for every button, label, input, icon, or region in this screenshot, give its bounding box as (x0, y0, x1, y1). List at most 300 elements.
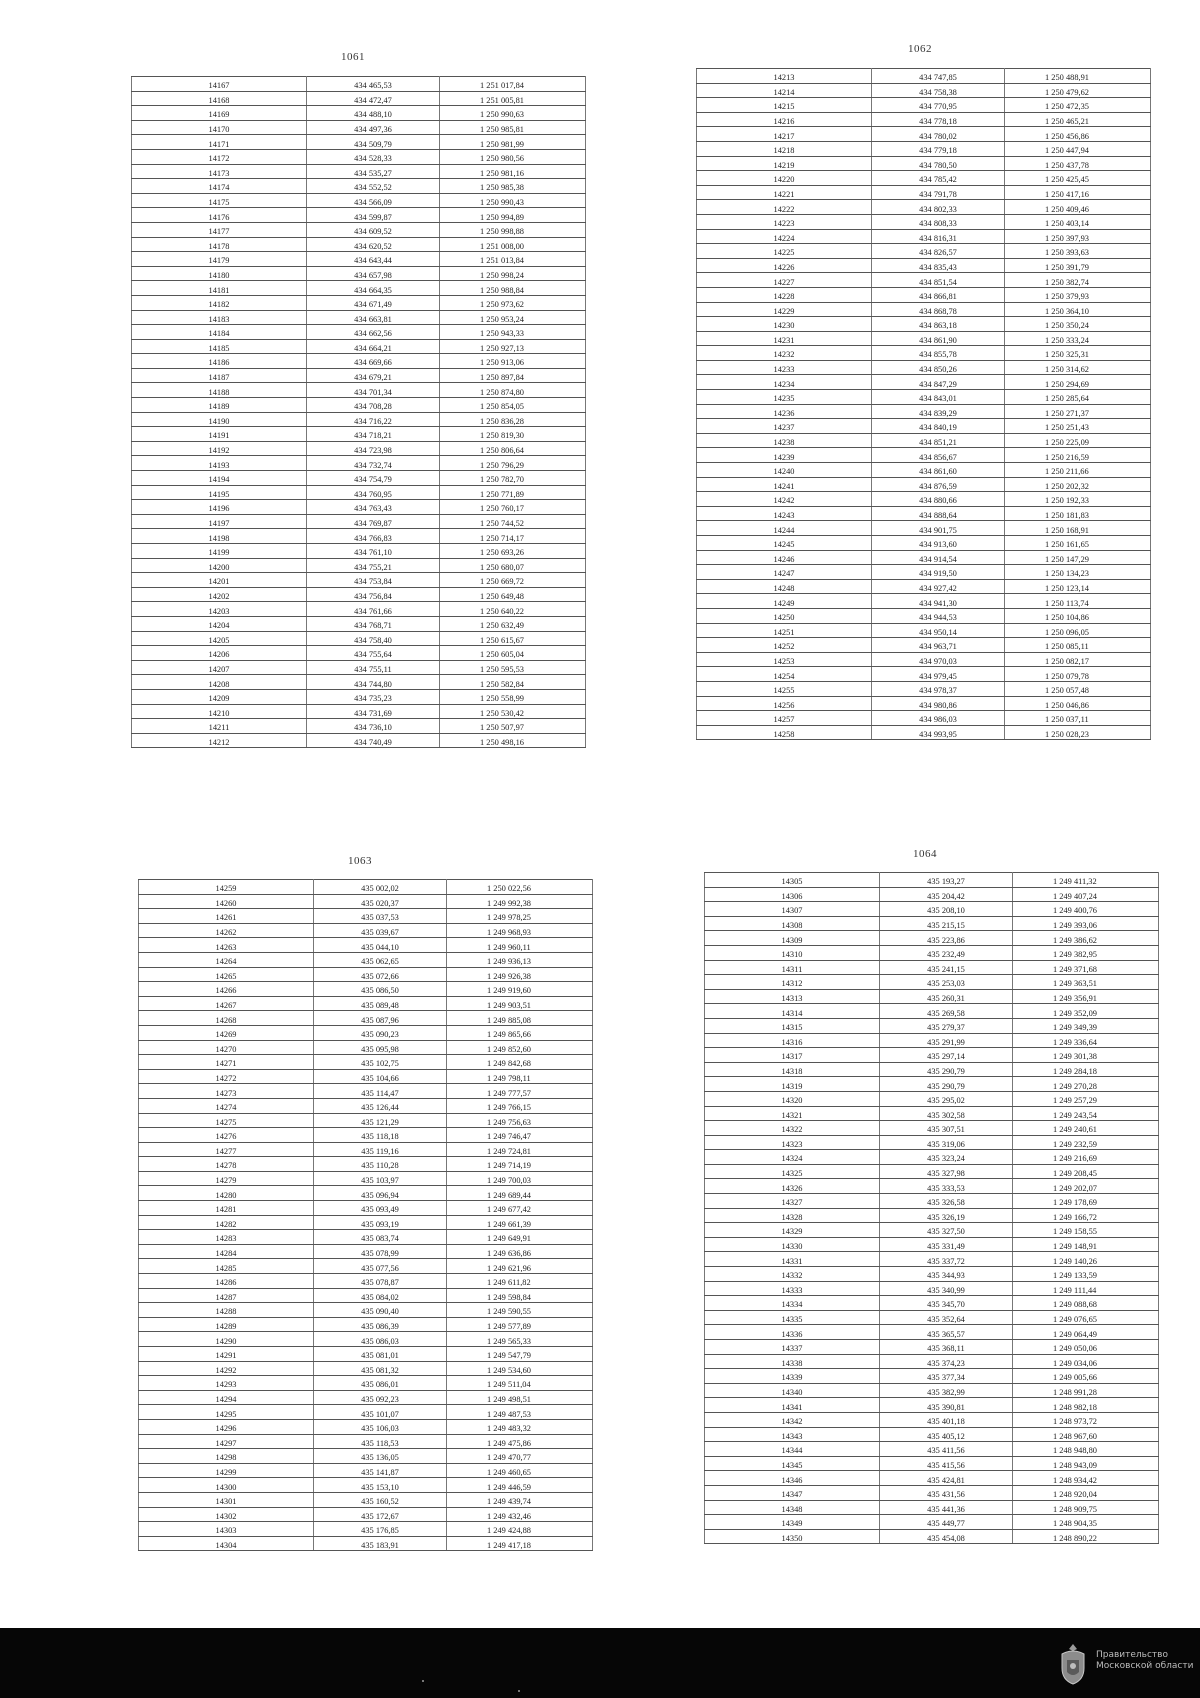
y-coordinate-cell: 1 250 973,62 (440, 295, 586, 310)
point-number-cell: 14283 (139, 1230, 314, 1245)
table-row (139, 1347, 593, 1362)
table-row (132, 660, 586, 675)
point-number-cell: 14282 (139, 1215, 314, 1230)
point-number-cell: 14315 (705, 1018, 880, 1033)
x-coordinate-cell: 434 941,30 (872, 594, 1005, 609)
x-coordinate-cell: 434 609,52 (307, 222, 440, 237)
table-row (139, 1478, 593, 1493)
table-row (705, 1150, 1159, 1165)
point-number-cell: 14348 (705, 1500, 880, 1515)
table-row (697, 521, 1151, 536)
table-row (697, 463, 1151, 478)
x-coordinate-cell: 434 840,19 (872, 419, 1005, 434)
y-coordinate-cell: 1 250 314,62 (1005, 360, 1151, 375)
y-coordinate-cell: 1 250 417,16 (1005, 185, 1151, 200)
y-coordinate-cell: 1 249 598,84 (447, 1288, 593, 1303)
y-coordinate-cell: 1 249 336,64 (1013, 1033, 1159, 1048)
point-number-cell: 14251 (697, 623, 872, 638)
table-row (705, 1033, 1159, 1048)
point-number-cell: 14194 (132, 471, 307, 486)
point-number-cell: 14179 (132, 252, 307, 267)
point-number-cell: 14266 (139, 982, 314, 997)
x-coordinate-cell: 434 472,47 (307, 91, 440, 106)
table-row (132, 398, 586, 413)
y-coordinate-cell: 1 250 123,14 (1005, 579, 1151, 594)
point-number-cell: 14245 (697, 536, 872, 551)
y-coordinate-cell: 1 249 178,69 (1013, 1194, 1159, 1209)
table-row (697, 506, 1151, 521)
table-row (139, 982, 593, 997)
x-coordinate-cell: 435 454,08 (880, 1529, 1013, 1544)
point-number-cell: 14313 (705, 989, 880, 1004)
y-coordinate-cell: 1 249 903,51 (447, 996, 593, 1011)
point-number-cell: 14285 (139, 1259, 314, 1274)
x-coordinate-cell: 435 087,96 (314, 1011, 447, 1026)
coordinates-table (704, 872, 1159, 1544)
point-number-cell: 14270 (139, 1040, 314, 1055)
point-number-cell: 14322 (705, 1121, 880, 1136)
y-coordinate-cell: 1 250 669,72 (440, 573, 586, 588)
table-row (139, 1113, 593, 1128)
point-number-cell: 14271 (139, 1055, 314, 1070)
x-coordinate-cell: 434 770,95 (872, 98, 1005, 113)
x-coordinate-cell: 434 509,79 (307, 135, 440, 150)
point-number-cell: 14327 (705, 1194, 880, 1209)
y-coordinate-cell: 1 250 085,11 (1005, 638, 1151, 653)
point-number-cell: 14218 (697, 141, 872, 156)
table-row (697, 98, 1151, 113)
table-row (139, 1274, 593, 1289)
point-number-cell: 14291 (139, 1347, 314, 1362)
x-coordinate-cell: 435 081,32 (314, 1361, 447, 1376)
y-coordinate-cell: 1 248 982,18 (1013, 1398, 1159, 1413)
point-number-cell: 14253 (697, 652, 872, 667)
y-coordinate-cell: 1 250 079,78 (1005, 667, 1151, 682)
table-row (132, 471, 586, 486)
x-coordinate-cell: 435 119,16 (314, 1142, 447, 1157)
y-coordinate-cell: 1 249 352,09 (1013, 1004, 1159, 1019)
y-coordinate-cell: 1 249 140,26 (1013, 1252, 1159, 1267)
table-row (697, 667, 1151, 682)
y-coordinate-cell: 1 249 661,39 (447, 1215, 593, 1230)
table-row (139, 1536, 593, 1551)
y-coordinate-cell: 1 249 034,06 (1013, 1354, 1159, 1369)
y-coordinate-cell: 1 249 756,63 (447, 1113, 593, 1128)
point-number-cell: 14186 (132, 354, 307, 369)
point-number-cell: 14320 (705, 1091, 880, 1106)
x-coordinate-cell: 435 084,02 (314, 1288, 447, 1303)
point-number-cell: 14170 (132, 120, 307, 135)
x-coordinate-cell: 435 327,98 (880, 1164, 1013, 1179)
point-number-cell: 14269 (139, 1025, 314, 1040)
point-number-cell: 14214 (697, 83, 872, 98)
y-coordinate-cell: 1 250 251,43 (1005, 419, 1151, 434)
point-number-cell: 14238 (697, 433, 872, 448)
point-number-cell: 14252 (697, 638, 872, 653)
y-coordinate-cell: 1 249 936,13 (447, 952, 593, 967)
point-number-cell: 14296 (139, 1419, 314, 1434)
point-number-cell: 14339 (705, 1369, 880, 1384)
x-coordinate-cell: 434 754,79 (307, 471, 440, 486)
table-row (705, 1179, 1159, 1194)
point-number-cell: 14205 (132, 631, 307, 646)
x-coordinate-cell: 434 866,81 (872, 287, 1005, 302)
table-row (705, 902, 1159, 917)
point-number-cell: 14324 (705, 1150, 880, 1165)
y-coordinate-cell: 1 250 582,84 (440, 675, 586, 690)
point-number-cell: 14275 (139, 1113, 314, 1128)
y-coordinate-cell: 1 250 147,29 (1005, 550, 1151, 565)
table-row (139, 1405, 593, 1420)
x-coordinate-cell: 434 843,01 (872, 390, 1005, 405)
y-coordinate-cell: 1 250 771,89 (440, 485, 586, 500)
x-coordinate-cell: 435 290,79 (880, 1062, 1013, 1077)
y-coordinate-cell: 1 249 432,46 (447, 1507, 593, 1522)
x-coordinate-cell: 434 851,21 (872, 433, 1005, 448)
y-coordinate-cell: 1 249 475,86 (447, 1434, 593, 1449)
table-row (139, 1157, 593, 1172)
table-row (705, 1398, 1159, 1413)
point-number-cell: 14337 (705, 1340, 880, 1355)
y-coordinate-cell: 1 250 782,70 (440, 471, 586, 486)
x-coordinate-cell: 434 708,28 (307, 398, 440, 413)
table-row (132, 222, 586, 237)
table-row (139, 1288, 593, 1303)
x-coordinate-cell: 434 552,52 (307, 179, 440, 194)
y-coordinate-cell: 1 250 391,79 (1005, 258, 1151, 273)
point-number-cell: 14169 (132, 106, 307, 121)
table-row (132, 719, 586, 734)
table-row (132, 631, 586, 646)
x-coordinate-cell: 434 963,71 (872, 638, 1005, 653)
point-number-cell: 14300 (139, 1478, 314, 1493)
y-coordinate-cell: 1 250 096,05 (1005, 623, 1151, 638)
point-number-cell: 14224 (697, 229, 872, 244)
page-number: 1062 (908, 43, 932, 55)
y-coordinate-cell: 1 249 960,11 (447, 938, 593, 953)
x-coordinate-cell: 435 090,23 (314, 1025, 447, 1040)
table-row (697, 696, 1151, 711)
y-coordinate-cell: 1 250 333,24 (1005, 331, 1151, 346)
table-row (697, 185, 1151, 200)
y-coordinate-cell: 1 249 798,11 (447, 1069, 593, 1084)
table-row (139, 1025, 593, 1040)
coordinates-table (131, 76, 586, 748)
y-coordinate-cell: 1 249 689,44 (447, 1186, 593, 1201)
x-coordinate-cell: 435 086,03 (314, 1332, 447, 1347)
point-number-cell: 14199 (132, 544, 307, 559)
x-coordinate-cell: 434 768,71 (307, 616, 440, 631)
table-row (132, 135, 586, 150)
point-number-cell: 14198 (132, 529, 307, 544)
table-row (132, 91, 586, 106)
table-row (705, 1106, 1159, 1121)
table-row (139, 1201, 593, 1216)
y-coordinate-cell: 1 250 181,83 (1005, 506, 1151, 521)
y-coordinate-cell: 1 250 350,24 (1005, 317, 1151, 332)
x-coordinate-cell: 435 153,10 (314, 1478, 447, 1493)
point-number-cell: 14346 (705, 1471, 880, 1486)
y-coordinate-cell: 1 250 425,45 (1005, 171, 1151, 186)
x-coordinate-cell: 434 663,81 (307, 310, 440, 325)
point-number-cell: 14212 (132, 733, 307, 748)
point-number-cell: 14220 (697, 171, 872, 186)
point-number-cell: 14246 (697, 550, 872, 565)
page-number: 1063 (348, 855, 372, 867)
y-coordinate-cell: 1 250 615,67 (440, 631, 586, 646)
point-number-cell: 14286 (139, 1274, 314, 1289)
y-coordinate-cell: 1 249 216,69 (1013, 1150, 1159, 1165)
x-coordinate-cell: 434 791,78 (872, 185, 1005, 200)
table-row (697, 171, 1151, 186)
table-row (697, 550, 1151, 565)
footer-caption (1096, 1650, 1193, 1672)
table-row (705, 1471, 1159, 1486)
table-row (697, 579, 1151, 594)
point-number-cell: 14304 (139, 1536, 314, 1551)
table-row (705, 1529, 1159, 1544)
table-row (697, 477, 1151, 492)
table-row (132, 675, 586, 690)
table-row (132, 339, 586, 354)
table-row (697, 652, 1151, 667)
x-coordinate-cell: 435 260,31 (880, 989, 1013, 1004)
table-row (132, 485, 586, 500)
table-row (697, 448, 1151, 463)
y-coordinate-cell: 1 249 746,47 (447, 1128, 593, 1143)
table-row (132, 514, 586, 529)
x-coordinate-cell: 435 327,50 (880, 1223, 1013, 1238)
table-row (705, 1412, 1159, 1427)
y-coordinate-cell: 1 248 948,80 (1013, 1442, 1159, 1457)
x-coordinate-cell: 435 093,19 (314, 1215, 447, 1230)
table-row (132, 573, 586, 588)
x-coordinate-cell: 434 740,49 (307, 733, 440, 748)
point-number-cell: 14243 (697, 506, 872, 521)
y-coordinate-cell: 1 249 842,68 (447, 1055, 593, 1070)
point-number-cell: 14308 (705, 916, 880, 931)
y-coordinate-cell: 1 250 271,37 (1005, 404, 1151, 419)
y-coordinate-cell: 1 249 371,68 (1013, 960, 1159, 975)
x-coordinate-cell: 434 755,21 (307, 558, 440, 573)
point-number-cell: 14187 (132, 368, 307, 383)
table-row (139, 1055, 593, 1070)
y-coordinate-cell: 1 250 082,17 (1005, 652, 1151, 667)
x-coordinate-cell: 434 769,87 (307, 514, 440, 529)
y-coordinate-cell: 1 250 874,80 (440, 383, 586, 398)
point-number-cell: 14167 (132, 77, 307, 92)
point-number-cell: 14217 (697, 127, 872, 142)
table-row (132, 354, 586, 369)
y-coordinate-cell: 1 250 836,28 (440, 412, 586, 427)
table-row (697, 360, 1151, 375)
table-row (705, 1267, 1159, 1282)
x-coordinate-cell: 435 405,12 (880, 1427, 1013, 1442)
y-coordinate-cell: 1 249 636,86 (447, 1244, 593, 1259)
x-coordinate-cell: 434 528,33 (307, 149, 440, 164)
point-number-cell: 14321 (705, 1106, 880, 1121)
y-coordinate-cell: 1 250 037,11 (1005, 711, 1151, 726)
x-coordinate-cell: 434 802,33 (872, 200, 1005, 215)
point-number-cell: 14261 (139, 909, 314, 924)
x-coordinate-cell: 434 497,36 (307, 120, 440, 135)
point-number-cell: 14226 (697, 258, 872, 273)
y-coordinate-cell: 1 249 270,28 (1013, 1077, 1159, 1092)
page-number: 1061 (341, 51, 365, 63)
y-coordinate-cell: 1 249 865,66 (447, 1025, 593, 1040)
y-coordinate-cell: 1 250 447,94 (1005, 141, 1151, 156)
table-row (697, 404, 1151, 419)
y-coordinate-cell: 1 249 148,91 (1013, 1237, 1159, 1252)
x-coordinate-cell: 435 365,57 (880, 1325, 1013, 1340)
table-row (697, 565, 1151, 580)
x-coordinate-cell: 435 160,52 (314, 1492, 447, 1507)
point-number-cell: 14184 (132, 325, 307, 340)
point-number-cell: 14292 (139, 1361, 314, 1376)
table-row (139, 1171, 593, 1186)
x-coordinate-cell: 434 880,66 (872, 492, 1005, 507)
point-number-cell: 14181 (132, 281, 307, 296)
y-coordinate-cell: 1 250 168,91 (1005, 521, 1151, 536)
point-number-cell: 14227 (697, 273, 872, 288)
point-number-cell: 14273 (139, 1084, 314, 1099)
point-number-cell: 14323 (705, 1135, 880, 1150)
x-coordinate-cell: 435 095,98 (314, 1040, 447, 1055)
y-coordinate-cell: 1 250 325,31 (1005, 346, 1151, 361)
x-coordinate-cell: 434 701,34 (307, 383, 440, 398)
point-number-cell: 14250 (697, 608, 872, 623)
y-coordinate-cell: 1 250 943,33 (440, 325, 586, 340)
y-coordinate-cell: 1 249 700,03 (447, 1171, 593, 1186)
table-row (139, 923, 593, 938)
x-coordinate-cell: 434 780,02 (872, 127, 1005, 142)
point-number-cell: 14206 (132, 646, 307, 661)
x-coordinate-cell: 434 855,78 (872, 346, 1005, 361)
point-number-cell: 14287 (139, 1288, 314, 1303)
table-row (132, 295, 586, 310)
y-coordinate-cell: 1 250 507,97 (440, 719, 586, 734)
table-row (132, 281, 586, 296)
table-row (705, 1500, 1159, 1515)
y-coordinate-cell: 1 249 301,38 (1013, 1048, 1159, 1063)
point-number-cell: 14325 (705, 1164, 880, 1179)
table-row (139, 996, 593, 1011)
table-row (139, 1011, 593, 1026)
x-coordinate-cell: 435 382,99 (880, 1383, 1013, 1398)
point-number-cell: 14231 (697, 331, 872, 346)
x-coordinate-cell: 435 077,56 (314, 1259, 447, 1274)
point-number-cell: 14211 (132, 719, 307, 734)
x-coordinate-cell: 434 747,85 (872, 69, 1005, 84)
x-coordinate-cell: 434 861,60 (872, 463, 1005, 478)
y-coordinate-cell: 1 249 511,04 (447, 1376, 593, 1391)
table-row (697, 681, 1151, 696)
point-number-cell: 14173 (132, 164, 307, 179)
table-row (705, 1208, 1159, 1223)
y-coordinate-cell: 1 249 076,65 (1013, 1310, 1159, 1325)
x-coordinate-cell: 435 340,99 (880, 1281, 1013, 1296)
point-number-cell: 14221 (697, 185, 872, 200)
point-number-cell: 14301 (139, 1492, 314, 1507)
y-coordinate-cell: 1 249 243,54 (1013, 1106, 1159, 1121)
y-coordinate-cell: 1 250 456,86 (1005, 127, 1151, 142)
x-coordinate-cell: 434 863,18 (872, 317, 1005, 332)
y-coordinate-cell: 1 249 064,49 (1013, 1325, 1159, 1340)
x-coordinate-cell: 434 756,84 (307, 587, 440, 602)
table-row (139, 1449, 593, 1464)
y-coordinate-cell: 1 249 356,91 (1013, 989, 1159, 1004)
table-row (697, 492, 1151, 507)
point-number-cell: 14331 (705, 1252, 880, 1267)
point-number-cell: 14232 (697, 346, 872, 361)
table-row (705, 1091, 1159, 1106)
y-coordinate-cell: 1 251 013,84 (440, 252, 586, 267)
point-number-cell: 14195 (132, 485, 307, 500)
y-coordinate-cell: 1 250 393,63 (1005, 244, 1151, 259)
point-number-cell: 14230 (697, 317, 872, 332)
table-row (132, 164, 586, 179)
x-coordinate-cell: 435 204,42 (880, 887, 1013, 902)
x-coordinate-cell: 435 241,15 (880, 960, 1013, 975)
point-number-cell: 14256 (697, 696, 872, 711)
y-coordinate-cell: 1 248 943,09 (1013, 1456, 1159, 1471)
x-coordinate-cell: 434 856,67 (872, 448, 1005, 463)
point-number-cell: 14237 (697, 419, 872, 434)
table-row (139, 1128, 593, 1143)
point-number-cell: 14222 (697, 200, 872, 215)
point-number-cell: 14176 (132, 208, 307, 223)
table-row (705, 945, 1159, 960)
y-coordinate-cell: 1 250 022,56 (447, 880, 593, 895)
x-coordinate-cell: 434 731,69 (307, 704, 440, 719)
point-number-cell: 14213 (697, 69, 872, 84)
point-number-cell: 14333 (705, 1281, 880, 1296)
table-row (705, 1354, 1159, 1369)
point-number-cell: 14345 (705, 1456, 880, 1471)
y-coordinate-cell: 1 248 890,22 (1013, 1529, 1159, 1544)
table-row (139, 1317, 593, 1332)
table-row (705, 989, 1159, 1004)
x-coordinate-cell: 434 755,11 (307, 660, 440, 675)
x-coordinate-cell: 435 083,74 (314, 1230, 447, 1245)
table-row (132, 704, 586, 719)
x-coordinate-cell: 434 744,80 (307, 675, 440, 690)
point-number-cell: 14262 (139, 923, 314, 938)
table-row (705, 1077, 1159, 1092)
table-row (697, 302, 1151, 317)
point-number-cell: 14309 (705, 931, 880, 946)
y-coordinate-cell: 1 250 488,91 (1005, 69, 1151, 84)
x-coordinate-cell: 434 766,83 (307, 529, 440, 544)
x-coordinate-cell: 434 980,86 (872, 696, 1005, 711)
x-coordinate-cell: 435 101,07 (314, 1405, 447, 1420)
point-number-cell: 14203 (132, 602, 307, 617)
point-number-cell: 14223 (697, 214, 872, 229)
y-coordinate-cell: 1 250 998,24 (440, 266, 586, 281)
table-row (705, 1383, 1159, 1398)
point-number-cell: 14260 (139, 894, 314, 909)
table-row (139, 1361, 593, 1376)
x-coordinate-cell: 434 779,18 (872, 141, 1005, 156)
y-coordinate-cell: 1 249 240,61 (1013, 1121, 1159, 1136)
y-coordinate-cell: 1 250 998,88 (440, 222, 586, 237)
y-coordinate-cell: 1 250 796,29 (440, 456, 586, 471)
x-coordinate-cell: 435 176,85 (314, 1522, 447, 1537)
y-coordinate-cell: 1 250 472,35 (1005, 98, 1151, 113)
x-coordinate-cell: 434 716,22 (307, 412, 440, 427)
point-number-cell: 14174 (132, 179, 307, 194)
y-coordinate-cell: 1 250 379,93 (1005, 287, 1151, 302)
